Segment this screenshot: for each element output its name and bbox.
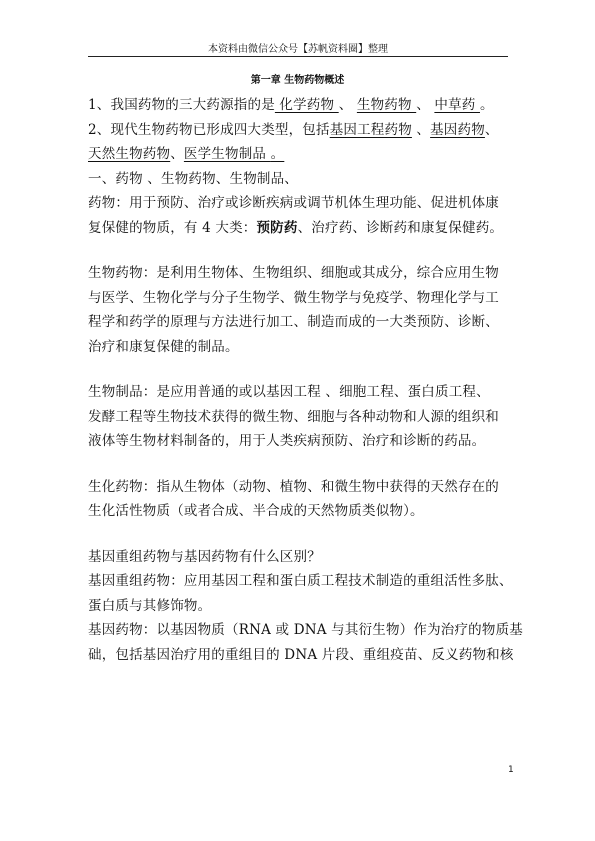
q2-answer-3: 天然生物药物 — [88, 146, 171, 162]
q2-end: 。 — [270, 146, 285, 162]
q1-answer-1: 化学药物 — [274, 97, 339, 113]
q2-sep-2: 、 — [484, 121, 499, 138]
question-2-line-2 — [88, 142, 528, 167]
recomb-drug-line: 蛋白质与其修饰物。 — [88, 597, 212, 614]
drug-definition-line: 药物：用于预防、治疗或诊断疾病或调节机体生理功能、促进机体康 — [88, 195, 499, 211]
q1-answer-3: 中草药 — [434, 97, 480, 113]
drug-line2-post: 、治疗药、诊断药和康复保健药。 — [297, 219, 504, 236]
header-divider — [88, 56, 508, 57]
q1-sep-1: 、 — [338, 97, 357, 113]
bio-product-line: 液体等生物材料制备的，用于人类疾病预防、治疗和诊断的药品。 — [88, 433, 486, 449]
q2-answer-1: 基因工程药物 — [329, 121, 412, 138]
bio-drug-line: 与医学、生物化学与分子生物学、微生物学与免疫学、物理化学与工 — [88, 289, 499, 306]
gene-drug-line: 础，包括基因治疗用的重组目的 DNA 片段、重组疫苗、反义药物和核 — [88, 646, 514, 663]
chapter-title: 第一章 生物药物概述 — [250, 75, 345, 86]
document-body — [88, 93, 528, 667]
q1-prefix: 1、我国药物的三大药源指的是 — [88, 97, 275, 113]
q2-answer-2: 基因药物 — [430, 121, 485, 138]
page-header: 本资料由微信公众号【苏帆资料圈】整理 — [208, 44, 388, 55]
q2-sep-3: 、 — [170, 146, 184, 162]
drug-definition-line — [88, 216, 528, 241]
question-line: 基因重组药物与基因药物有什么区别？ — [88, 548, 321, 565]
bio-product-line: 发酵工程等生物技术获得的微生物、细胞与各种动物和人源的组织和 — [88, 408, 499, 425]
question-2-line-1 — [88, 118, 528, 143]
bio-product-line: 生物制品：是应用普通的或以基因工程 、细胞工程、蛋白质工程、 — [88, 384, 490, 400]
question-1 — [88, 93, 528, 118]
recomb-drug-line: 基因重组药物：应用基因工程和蛋白质工程技术制造的重组活性多肽、 — [88, 573, 513, 589]
biochem-drug-line: 生化活性物质（或者合成、半合成的天然物质类似物）。 — [88, 503, 424, 519]
gene-drug-line: 基因药物：以基因物质（RNA 或 DNA 与其衍生物）作为治疗的物质基 — [88, 622, 523, 638]
section-heading: 一、药物 、生物药物、生物制品、 — [88, 170, 298, 187]
bio-drug-line: 治疗和康复保健的制品。 — [88, 338, 239, 355]
q2-sep-1: 、 — [411, 121, 431, 138]
bio-drug-line: 生物药物：是利用生物体、生物组织、细胞或其成分，综合应用生物 — [88, 265, 499, 281]
q1-sep-2: 、 — [416, 97, 435, 113]
q2-prefix: 2、现代生物药物已形成四大类型，包括 — [88, 121, 330, 138]
page-number: 1 — [508, 765, 514, 775]
bio-drug-line: 程学和药学的原理与方法进行加工、制造而成的一大类预防、诊断、 — [88, 314, 499, 330]
drug-line2-bold: 预防药 — [256, 219, 298, 236]
drug-line2-pre: 复保健的物质，有 4 大类： — [88, 219, 257, 236]
q2-answer-4: 医学生物制品 — [183, 146, 271, 162]
q1-end: 。 — [479, 97, 494, 113]
q1-answer-2: 生物药物 — [356, 97, 417, 113]
biochem-drug-line: 生化药物：指从生物体（动物、植物、和微生物中获得的天然存在的 — [88, 478, 499, 495]
